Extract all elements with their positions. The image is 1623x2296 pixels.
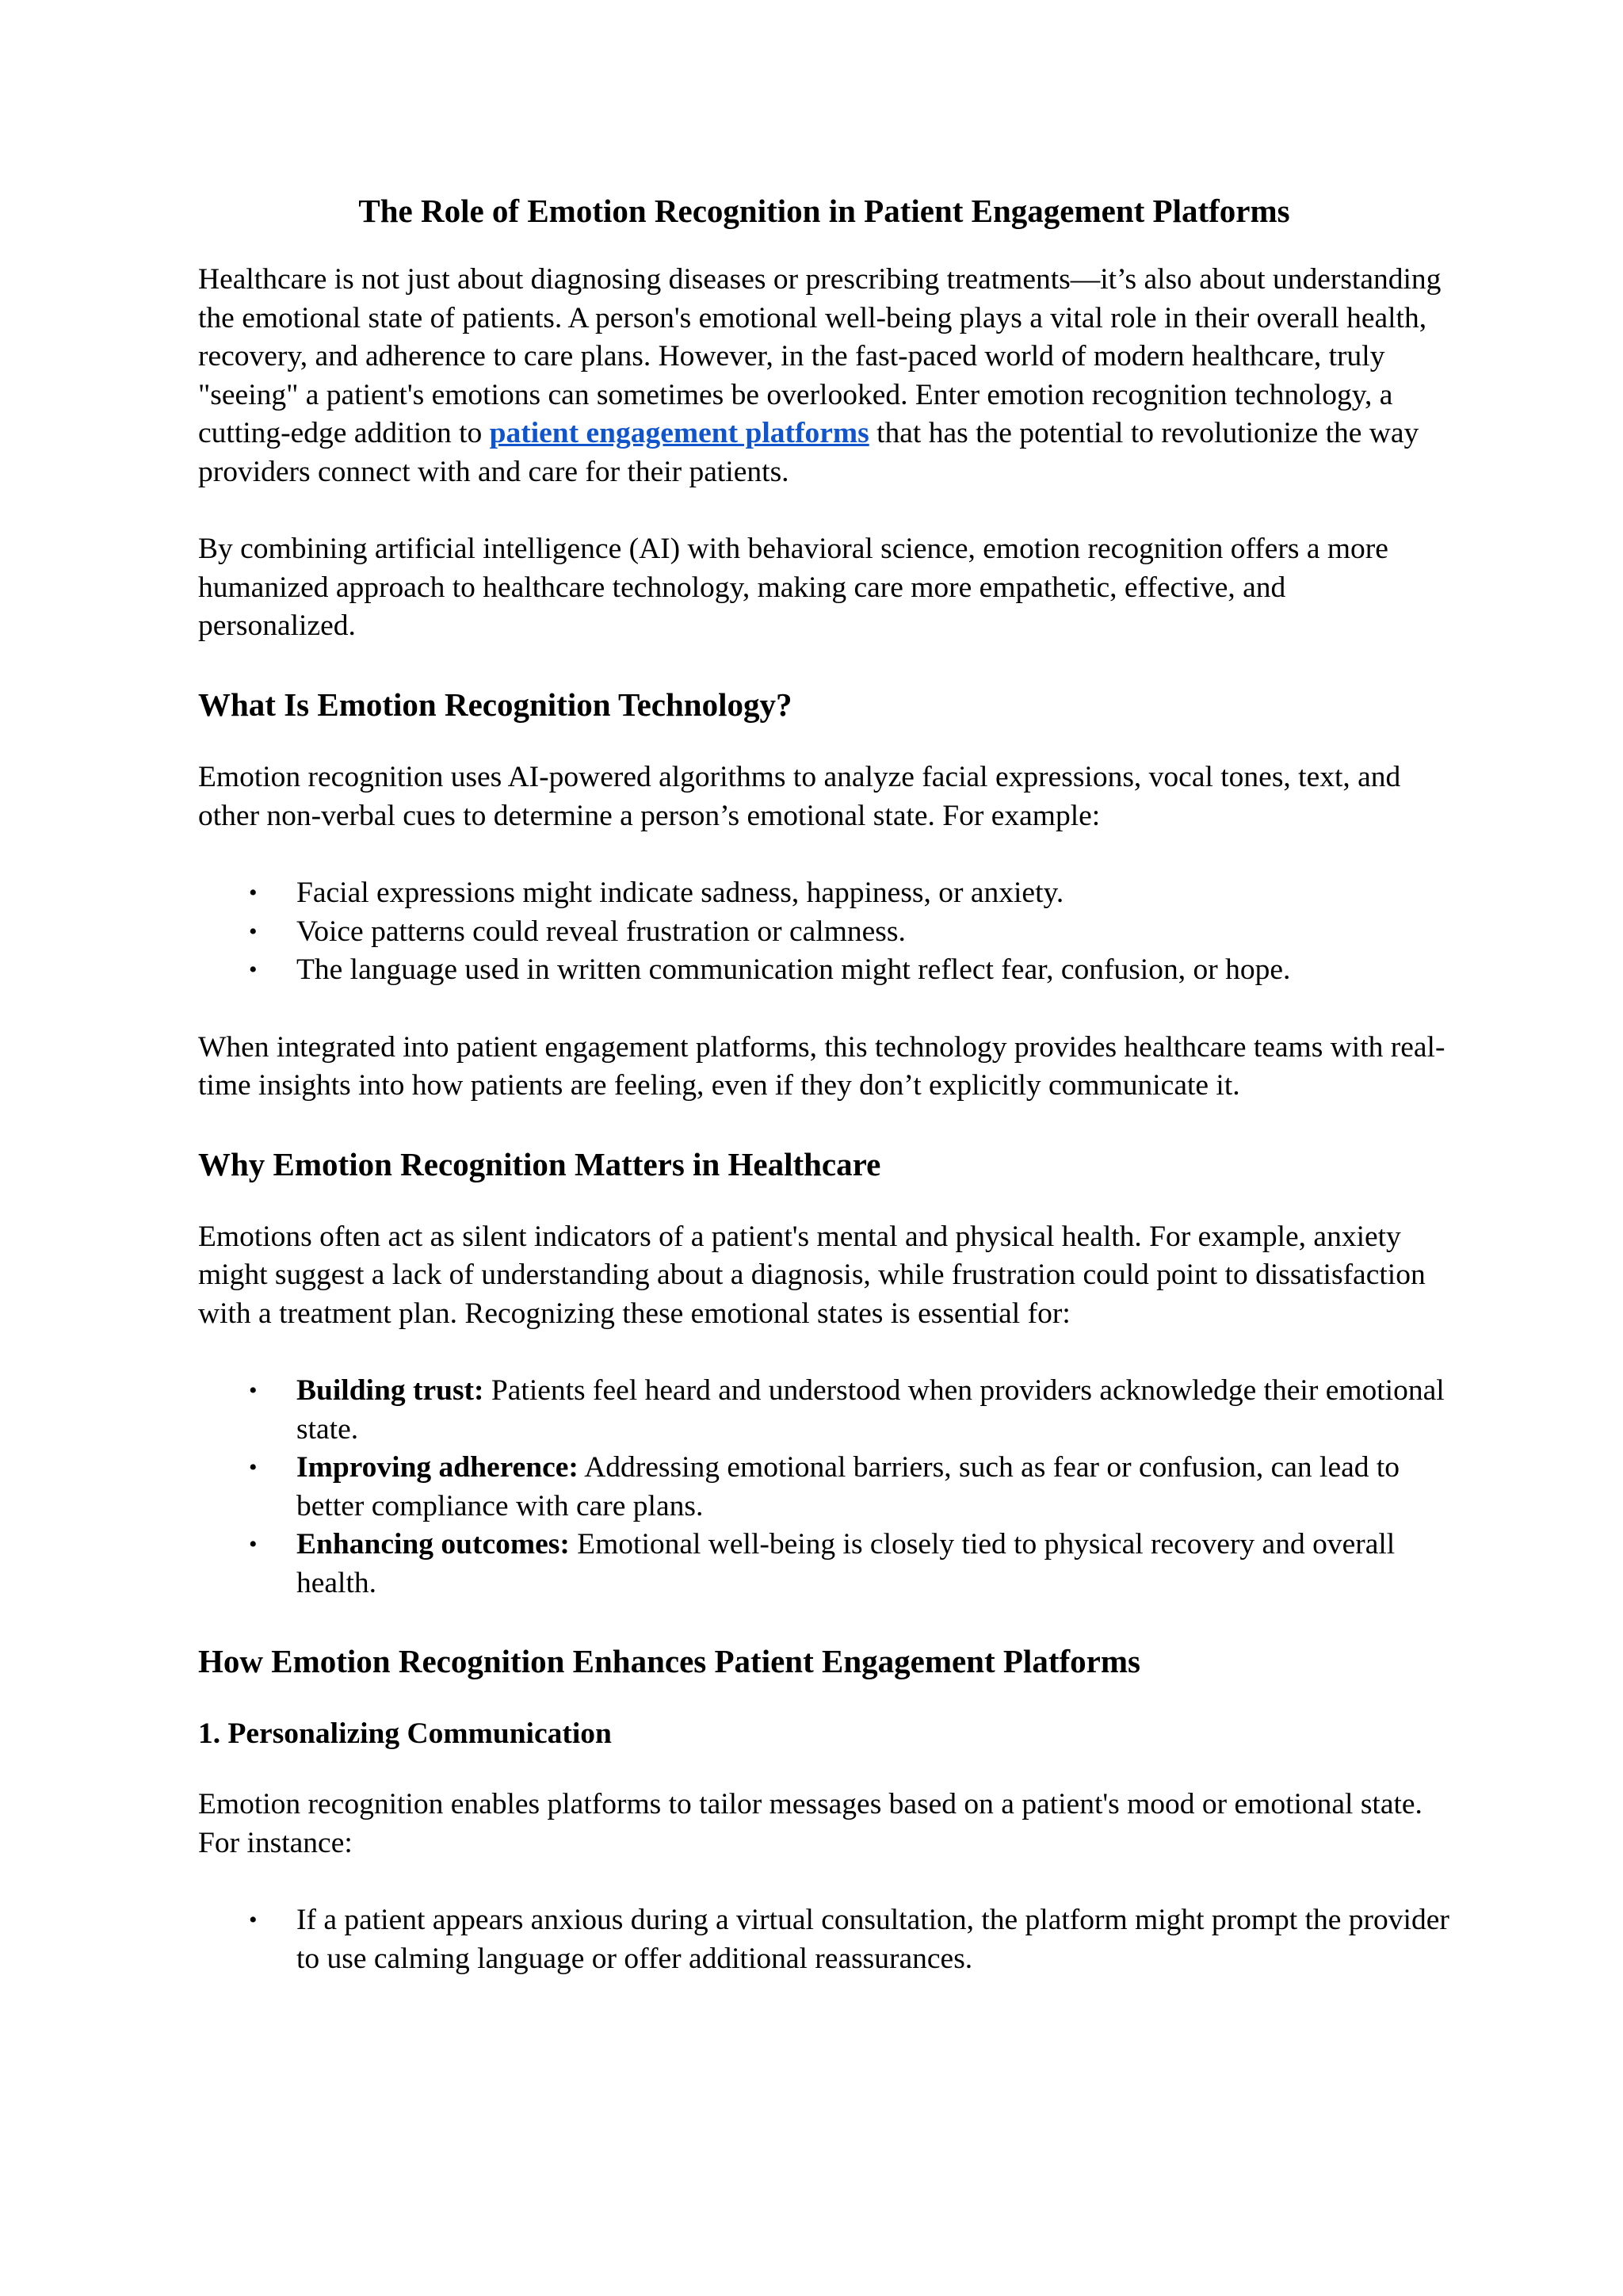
bullet-icon: • <box>249 1454 258 1481</box>
bullet-icon: • <box>249 918 258 945</box>
list-item-text: Addressing emotional barriers, such as fear or confusion, can lead to better compliance with care plans. <box>296 1451 1400 1522</box>
list-item-text: Voice patterns could reveal frustration or calmness. <box>296 915 906 948</box>
section2-bullet-list <box>198 1372 1450 1603</box>
document-title: The Role of Emotion Recognition in Patient Engagement Platforms <box>358 193 1290 229</box>
list-item-text: Patients feel heard and understood when providers acknowledge their emotional state. <box>296 1374 1445 1446</box>
list-item <box>198 951 1450 990</box>
section-heading-how-enhances: How Emotion Recognition Enhances Patient Engagement Platforms <box>198 1643 1140 1680</box>
list-item <box>198 1526 1450 1603</box>
intro-text-before-link: Healthcare is not just about diagnosing diseases or prescribing treatments—it’s also about understanding the emotional state of patients. A person's emotional well-being plays a vital role in their overall health, recovery, and adherence to care plans. However, in the fast-paced world of modern healthcare, truly "seeing" a patient's emotions can sometimes be overlooked. Enter emotion recognition technology, a cutting-edge addition to <box>198 263 1442 450</box>
intro-text-after-link: that has the potential to revolutionize the way providers connect with and care for their patients. <box>198 417 1419 488</box>
list-item-text: If a patient appears anxious during a virtual consultation, the platform might prompt the provider to use calming language or offer additional reassurances. <box>296 1904 1449 1975</box>
section-heading-what-is: What Is Emotion Recognition Technology? <box>198 686 792 723</box>
subsection-heading-personalizing: 1. Personalizing Communication <box>198 1717 612 1750</box>
subsection1-bullet-list <box>198 1901 1450 1978</box>
list-item-text: The language used in written communication might reflect fear, confusion, or hope. <box>296 953 1291 987</box>
section-heading-why-matters: Why Emotion Recognition Matters in Healthcare <box>198 1145 881 1182</box>
bullet-icon: • <box>249 1907 258 1934</box>
subsection1-paragraph-1: Emotion recognition enables platforms to tailor messages based on a patient's mood or emotional state. For instance: <box>198 1788 1423 1859</box>
patient-engagement-platforms-link[interactable]: patient engagement platforms <box>489 417 869 450</box>
section1-paragraph-2: When integrated into patient engagement platforms, this technology provides healthcare teams with real-time insights into how patients are feeling, even if they don’t explicitly communicate it. <box>198 1030 1445 1102</box>
section1-paragraph-1: Emotion recognition uses AI-powered algorithms to analyze facial expressions, vocal tones, text, and other non-verbal cues to determine a person’s emotional state. For example: <box>198 761 1401 832</box>
bullet-icon: • <box>249 1377 258 1404</box>
list-item-text: Facial expressions might indicate sadness, happiness, or anxiety. <box>296 877 1064 910</box>
list-item-bold-label: Improving adherence: <box>296 1451 579 1484</box>
intro-paragraph-2: By combining artificial intelligence (AI) with behavioral science, emotion recognition offers a more humanized approach to healthcare technology, making care more empathetic, effective, and personalized. <box>198 533 1388 643</box>
list-item <box>198 1449 1450 1526</box>
section1-bullet-list <box>198 874 1450 990</box>
document-page <box>198 190 1450 2017</box>
bullet-icon: • <box>249 880 258 907</box>
list-item <box>198 874 1450 913</box>
list-item-bold-label: Building trust: <box>296 1374 484 1408</box>
list-item <box>198 1901 1450 1978</box>
section2-paragraph-1: Emotions often act as silent indicators of a patient's mental and physical health. For example, anxiety might suggest a lack of understanding about a diagnosis, while frustration could point to dissatisfaction with a treatment plan. Recognizing these emotional states is essential for: <box>198 1220 1426 1330</box>
bullet-icon: • <box>249 957 258 984</box>
list-item <box>198 913 1450 952</box>
list-item-text: Emotional well-being is closely tied to physical recovery and overall health. <box>296 1528 1396 1599</box>
bullet-icon: • <box>249 1531 258 1558</box>
list-item <box>198 1372 1450 1449</box>
list-item-bold-label: Enhancing outcomes: <box>296 1528 570 1561</box>
intro-paragraph-1 <box>198 261 1450 491</box>
